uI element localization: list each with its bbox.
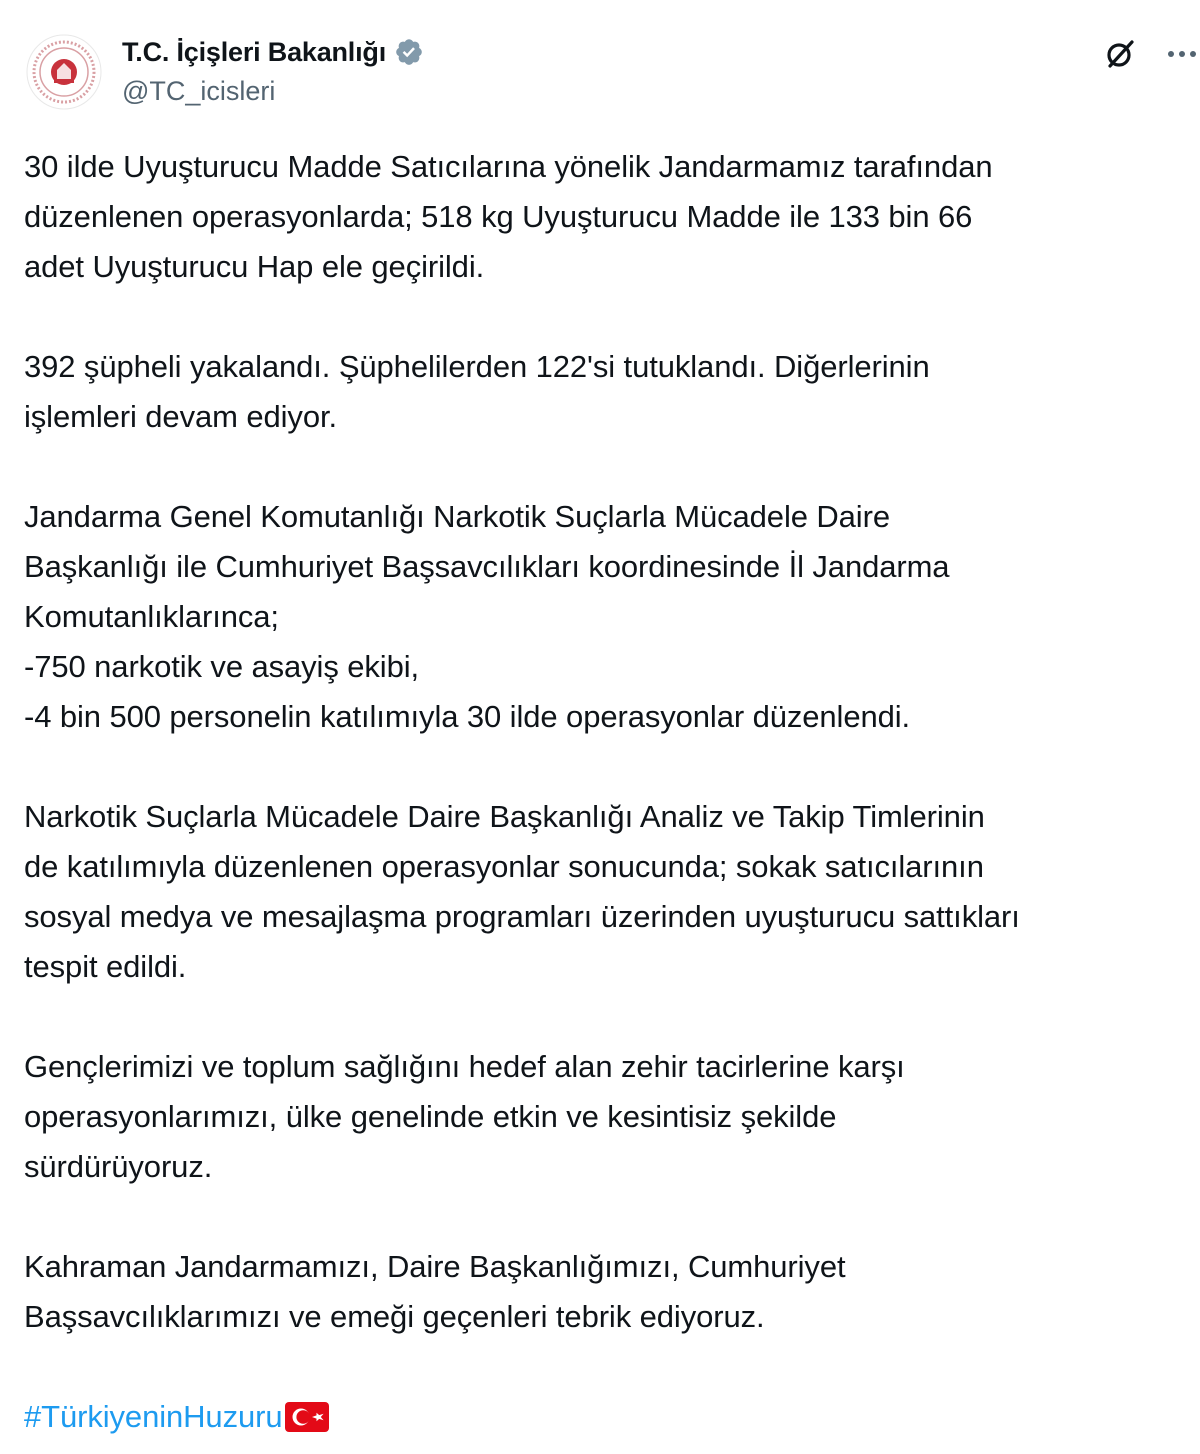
text-line: Jandarma Genel Komutanlığı Narkotik Suçlarla Mücadele Daire (24, 499, 890, 534)
text-line: tespit edildi. (24, 949, 187, 984)
header-actions (1102, 36, 1200, 72)
text-line: 30 ilde Uyuşturucu Madde Satıcılarına yönelik Jandarmamız tarafından (24, 149, 993, 184)
text-line: düzenlenen operasyonlarda; 518 kg Uyuşturucu Madde ile 133 bin 66 (24, 199, 973, 234)
paragraph-gap (24, 742, 1200, 792)
author-handle[interactable]: @TC_icisleri (122, 76, 276, 106)
hashtag-link[interactable]: #TürkiyeninHuzuru (24, 1399, 283, 1434)
text-line: Narkotik Suçlarla Mücadele Daire Başkanlığı Analiz ve Takip Timlerinin (24, 799, 985, 834)
display-name-row (122, 32, 424, 72)
paragraph-gap (24, 292, 1200, 342)
text-line: Komutanlıklarınca; (24, 599, 279, 634)
paragraph-gap (24, 1192, 1200, 1242)
verified-badge-icon[interactable] (394, 37, 424, 67)
text-line: Başsavcılıklarımızı ve emeği geçenleri tebrik ediyoruz. (24, 1299, 765, 1334)
text-line: Gençlerimizi ve toplum sağlığını hedef alan zehir tacirlerine karşı (24, 1049, 905, 1084)
text-line: operasyonlarımızı, ülke genelinde etkin ve kesintisiz şekilde (24, 1099, 837, 1134)
more-options-icon[interactable] (1164, 36, 1200, 72)
ministry-emblem-icon (26, 34, 102, 110)
text-line: de katılımıyla düzenlenen operasyonlar sonucunda; sokak satıcılarının (24, 849, 984, 884)
text-line: Başkanlığı ile Cumhuriyet Başsavcılıkları koordinesinde İl Jandarma (24, 549, 950, 584)
post-header (26, 30, 1200, 110)
avatar[interactable] (26, 34, 102, 110)
text-line: adet Uyuşturucu Hap ele geçirildi. (24, 249, 485, 284)
post-text (24, 142, 1200, 1342)
text-line: 392 şüpheli yakalandı. Şüphelilerden 122'si tutuklandı. Diğerlerinin (24, 349, 930, 384)
text-line: sürdürüyoruz. (24, 1149, 213, 1184)
display-name[interactable]: T.C. İçişleri Bakanlığı (122, 36, 387, 67)
author-names (122, 32, 424, 107)
paragraph-gap (24, 992, 1200, 1042)
grok-icon[interactable] (1102, 36, 1138, 72)
text-line: -4 bin 500 personelin katılımıyla 30 ilde operasyonlar düzenlendi. (24, 699, 911, 734)
turkey-flag-icon (284, 1401, 330, 1433)
text-line: işlemleri devam ediyor. (24, 399, 337, 434)
paragraph-gap (24, 442, 1200, 492)
hashtag-row (24, 1392, 330, 1442)
text-line: -750 narkotik ve asayiş ekibi, (24, 649, 420, 684)
text-line: sosyal medya ve mesajlaşma programları üzerinden uyuşturucu sattıkları (24, 899, 1020, 934)
text-line: Kahraman Jandarmamızı, Daire Başkanlığımızı, Cumhuriyet (24, 1249, 846, 1284)
